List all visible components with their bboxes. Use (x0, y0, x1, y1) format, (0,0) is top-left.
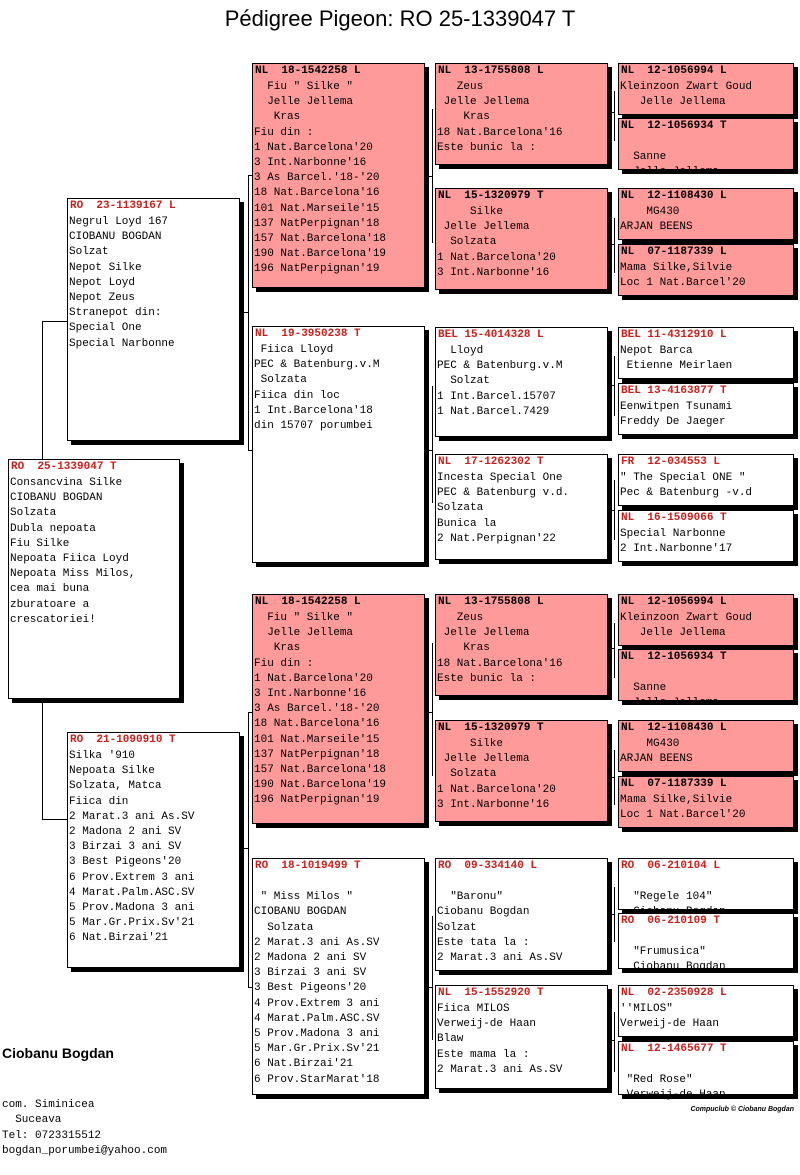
card-line: Loc 1 Nat.Barcel'20 (620, 809, 746, 822)
card-line: Sanne (620, 151, 667, 164)
card-line: bogdan_porumbei@yahoo.com (2, 1145, 168, 1157)
card-line: 1 Nat.Barcelona'20 (437, 251, 556, 264)
connector (608, 777, 615, 778)
connector (608, 914, 615, 915)
ring-number: BEL 15-4014328 L (438, 329, 544, 341)
card-body (9, 476, 179, 628)
card-body (619, 205, 793, 235)
card-body (68, 749, 239, 947)
card-body (619, 135, 793, 181)
card-line: PEC & Batenburg.v.M (254, 359, 380, 372)
ring-number: NL 07-1187339 L (621, 246, 727, 258)
card-line: Bunica la (437, 517, 497, 530)
card-line: "Baronu" (437, 891, 504, 904)
card-body (436, 344, 607, 420)
card-body (436, 1002, 607, 1078)
card-line: Solzata, Matca (69, 780, 162, 793)
card-line: Solzata (437, 768, 497, 781)
card-line: 1 Int.Barcelona'18 (254, 404, 373, 417)
card-line: Ciobanu Bogdan (620, 961, 726, 974)
card-line: Fiica MILOS (437, 1003, 510, 1015)
ring-number: NL 15-1320979 T (438, 722, 544, 734)
connector (608, 385, 615, 386)
connector (614, 1012, 615, 1072)
sire-sire-card (252, 63, 425, 288)
ring-number: NL 07-1187339 L (621, 778, 727, 790)
card-line: 3 Int.Narbonne'16 (437, 266, 550, 279)
card-line: 4 Marat.Palm.ASC.SV (254, 1012, 380, 1025)
card-line: Fiica din loc (254, 389, 340, 402)
card-line: 157 Nat.Barcelona'18 (254, 764, 387, 777)
card-line: 2 Nat.Perpignan'22 (437, 532, 556, 545)
card-line: Solzata (10, 507, 57, 520)
sdsd-card (618, 383, 794, 435)
card-line: Verweij-de Haan (437, 1018, 537, 1031)
card-line: Jelle Jellema (620, 697, 720, 710)
card-line: 18 Nat.Barcelona'16 (437, 126, 563, 139)
card-body (619, 80, 793, 110)
dsd-card (435, 720, 608, 822)
ssds-card (618, 188, 794, 240)
connector (425, 450, 433, 451)
card-line: Nepot Barca (620, 345, 693, 357)
card-line: 5 Prov.Madona 3 ani (69, 902, 195, 915)
sire-card (67, 198, 240, 441)
card-body (436, 80, 607, 156)
card-line: 2 Madona 2 ani SV (254, 952, 367, 965)
card-line (253, 875, 424, 890)
card-line: Solzata (437, 502, 484, 515)
card-line: 18 Nat.Barcelona'16 (437, 657, 563, 670)
dsds-card (618, 720, 794, 772)
connector (608, 112, 615, 113)
card-line: Este bunic la : (437, 672, 537, 685)
ring-number: BEL 13-4163877 T (621, 385, 727, 397)
ssss-card (618, 63, 794, 115)
footer-credit: Compuclub © Ciobanu Bogdan (690, 1106, 794, 1113)
card-line (619, 875, 793, 890)
breeder-name: Ciobanu Bogdan (2, 1045, 114, 1061)
card-line: Nepot Zeus (69, 292, 136, 305)
dssd-card (618, 649, 794, 710)
card-line: Fiu " Silke " (254, 612, 354, 624)
card-line: Consancvina Silke (10, 477, 123, 489)
card-line: Jelle Jellema (437, 753, 530, 766)
dds-card (435, 858, 608, 971)
connector (240, 848, 249, 849)
card-line: 1 Nat.Barcelona'20 (254, 141, 373, 154)
card-line: 101 Nat.Marseile'15 (254, 733, 380, 746)
card-line: Freddy De Jaeger (620, 416, 726, 429)
ring-number: NL 02-2350928 L (621, 987, 727, 999)
card-line: 6 Prov.Extrem 3 ani (69, 871, 195, 884)
card-line: 4 Prov.Extrem 3 ani (254, 997, 380, 1010)
ring-number: NL 12-1108430 L (621, 722, 727, 734)
connector (42, 321, 43, 460)
card-line: 3 As Barcel.'18-'20 (254, 172, 380, 185)
card-line: ''MILOS" (620, 1003, 673, 1015)
card-line: Fiu Silke (10, 537, 70, 550)
ddd-card (435, 985, 608, 1089)
card-body (436, 471, 607, 547)
card-body (619, 666, 793, 712)
connector (425, 176, 433, 177)
card-line: Solzat (69, 246, 109, 259)
card-line: PEC & Batenburg.v.M (437, 360, 563, 373)
card-line: "Regele 104" (620, 891, 713, 904)
card-line: Incesta Special One (437, 472, 563, 484)
card-line: 196 NatPerpignan'19 (254, 794, 380, 807)
card-line: Sanne (620, 682, 667, 695)
card-body (619, 471, 793, 501)
card-line: 4 Marat.Palm.ASC.SV (69, 886, 195, 899)
ddss-card (618, 858, 794, 910)
card-line: Verweij-de Haan (620, 1089, 726, 1102)
card-body (619, 527, 793, 557)
card-line: ARJAN BEENS (620, 753, 693, 766)
card-line: 6 Prov.StarMarat'18 (254, 1073, 380, 1086)
card-line: Nepoata Silke (69, 765, 155, 778)
card-line: CIOBANU BOGDAN (10, 492, 103, 505)
card-line: zburatoare a (10, 598, 90, 611)
card-line (436, 875, 607, 890)
connector (614, 623, 615, 678)
ring-number: RO 25-1339047 T (11, 461, 117, 473)
card-line (619, 1058, 793, 1073)
connector (608, 1040, 615, 1041)
card-line: Zeus (437, 612, 484, 624)
card-line: 3 As Barcel.'18-'20 (254, 703, 380, 716)
card-line: 5 Mar.Gr.Prix.Sv'21 (69, 917, 195, 930)
card-line: 1 Nat.Barcelona'20 (437, 783, 556, 796)
card-line: Jelle Jellema (254, 96, 354, 109)
card-line: Special Narbonne (69, 337, 175, 350)
card-line: Jelle Jellema (437, 221, 530, 234)
card-body (619, 344, 793, 374)
card-line: 3 Best Pigeons'20 (69, 856, 182, 869)
card-line: Fiu " Silke " (254, 81, 354, 93)
card-body (619, 1058, 793, 1104)
card-line (619, 666, 793, 681)
card-body (619, 611, 793, 641)
dam-sire-card (252, 594, 425, 824)
card-line: din 15707 porumbei (254, 420, 373, 433)
connector (432, 643, 433, 776)
card-body (619, 1002, 793, 1032)
card-line: 3 Best Pigeons'20 (254, 982, 367, 995)
ddsd-card (618, 913, 794, 974)
ring-number: RO 23-1139167 L (70, 200, 176, 212)
card-line: "Frumusica" (620, 946, 706, 959)
dam-card (67, 732, 240, 968)
ring-number: NL 12-1056934 T (621, 651, 727, 663)
card-line: Verweij-de Haan (620, 1018, 720, 1031)
card-line (619, 135, 793, 150)
card-line: ARJAN BEENS (620, 221, 693, 234)
card-body (619, 737, 793, 767)
card-line: 190 Nat.Barcelona'19 (254, 779, 387, 792)
card-body (253, 80, 424, 278)
card-line: 2 Marat.3 ani As.SV (437, 1063, 563, 1076)
page-title: Pédigree Pigeon: RO 25-1339047 T (224, 6, 576, 31)
card-line: Jelle Jellema (620, 166, 720, 179)
ring-number: NL 19-3950238 T (255, 328, 361, 340)
dddd-card (618, 1041, 794, 1102)
ring-number: NL 17-1262302 T (438, 456, 544, 468)
ring-number: NL 12-1056994 L (621, 65, 727, 77)
sire-dam-card (252, 326, 425, 563)
card-line: Solzata (437, 236, 497, 249)
connector (614, 356, 615, 416)
card-line: 18 Nat.Barcelona'16 (254, 187, 380, 200)
card-body (436, 611, 607, 687)
card-body (253, 611, 424, 809)
card-line: Dubla nepoata (10, 522, 96, 535)
connector (240, 312, 249, 313)
card-line: Jelle Jellema (437, 627, 530, 640)
card-line: 5 Mar.Gr.Prix.Sv'21 (254, 1043, 380, 1056)
sdds-card (618, 454, 794, 506)
card-line: Fiica Lloyd (254, 344, 334, 356)
card-body (619, 793, 793, 823)
card-line: Jelle Jellema (620, 627, 726, 640)
card-line: 1 Nat.Barcelona'20 (254, 672, 373, 685)
sss-card (435, 63, 608, 165)
connector (425, 712, 433, 713)
card-line: CIOBANU BOGDAN (254, 906, 347, 919)
card-line: 2 Marat.3 ani As.SV (437, 952, 563, 965)
card-line: Kleinzoon Zwart Goud (620, 81, 753, 93)
card-line: PEC & Batenburg v.d. (437, 487, 570, 500)
card-line: Solzata (254, 374, 307, 387)
connector (42, 321, 68, 322)
card-line: Silke (437, 206, 504, 218)
card-line: 18 Nat.Barcelona'16 (254, 718, 380, 731)
card-line: Fiu din : (254, 126, 314, 139)
sddd-card (618, 510, 794, 562)
card-line: Nepoata Fiica Loyd (10, 553, 129, 566)
card-body (253, 343, 424, 434)
card-line: com. Siminicea (2, 1098, 95, 1111)
card-line: Kras (254, 642, 301, 655)
card-line: 2 Marat.3 ani As.SV (69, 810, 195, 823)
breeder-info (2, 1015, 167, 1175)
card-line: Special Narbonne (620, 528, 726, 540)
card-body (436, 205, 607, 281)
card-line: Stranepot din: (69, 307, 162, 320)
card-line: "Red Rose" (620, 1074, 693, 1087)
card-line: " The Special ONE " (620, 472, 746, 484)
card-line: Pec & Batenburg -v.d (620, 487, 753, 500)
connector (42, 819, 68, 820)
ring-number: NL 12-1056934 T (621, 120, 727, 132)
card-line: 2 Int.Narbonne'17 (620, 543, 733, 556)
ring-number: NL 18-1542258 L (255, 65, 361, 77)
connector (608, 648, 615, 649)
card-line: " Miss Milos " (254, 891, 354, 904)
ring-number: FR 12-034553 L (621, 456, 721, 468)
card-line: Este bunic la : (437, 141, 537, 154)
breeder-details (2, 1098, 167, 1160)
card-line: Este tata la : (437, 936, 530, 949)
card-line: 196 NatPerpignan'19 (254, 263, 380, 276)
card-line: Solzat (437, 921, 477, 934)
card-line: cea mai buna (10, 583, 90, 596)
dss-card (435, 594, 608, 696)
card-line: 3 Int.Narbonne'16 (254, 157, 367, 170)
card-line: Kleinzoon Zwart Goud (620, 612, 753, 624)
connector (608, 510, 615, 511)
dsdd-card (618, 776, 794, 828)
card-line: Fiu din : (254, 657, 314, 670)
card-line: Silke (437, 738, 504, 750)
ring-number: NL 13-1755808 L (438, 596, 544, 608)
card-body (68, 215, 239, 352)
card-line: 190 Nat.Barcelona'19 (254, 248, 387, 261)
card-line: crescatoriei! (10, 613, 96, 626)
card-line: 2 Marat.3 ani As.SV (254, 936, 380, 949)
card-line: Etienne Meirlaen (620, 360, 733, 373)
card-line: Tel: 0723315512 (2, 1129, 102, 1142)
card-line: Nepot Loyd (69, 276, 136, 289)
card-body (436, 875, 607, 966)
card-line: Jelle Jellema (620, 96, 726, 109)
card-line: 6 Nat.Birzai'21 (69, 932, 169, 945)
card-line: Suceava (2, 1114, 62, 1126)
card-line: Negrul Loyd 167 (69, 216, 169, 228)
card-line: Nepot Silke (69, 261, 142, 274)
card-line: 1 Int.Barcel.15707 (437, 390, 556, 403)
card-line: Jelle Jellema (254, 627, 354, 640)
card-line: 1 Nat.Barcel.7429 (437, 405, 550, 418)
ring-number: RO 06-210104 L (621, 860, 721, 872)
card-body (619, 930, 793, 976)
connector (248, 712, 249, 987)
card-line: Lloyd (437, 345, 484, 357)
card-line: Kras (437, 111, 490, 124)
card-line: 3 Birzai 3 ani SV (69, 841, 182, 854)
card-line: Kras (254, 111, 301, 124)
card-line: Este mama la : (437, 1048, 530, 1061)
subject-card (8, 459, 180, 699)
card-line: Blaw (437, 1033, 464, 1046)
sdss-card (618, 327, 794, 379)
ring-number: RO 18-1019499 T (255, 860, 361, 872)
card-line: 3 Birzai 3 ani SV (254, 967, 367, 980)
card-line: Loc 1 Nat.Barcel'20 (620, 277, 746, 290)
card-line: 157 Nat.Barcelona'18 (254, 233, 387, 246)
connector (42, 699, 43, 819)
connector (432, 916, 433, 1040)
ring-number: NL 13-1755808 L (438, 65, 544, 77)
card-body (436, 737, 607, 813)
connector (608, 244, 615, 245)
ring-number: NL 12-1056994 L (621, 596, 727, 608)
ring-number: NL 18-1542258 L (255, 596, 361, 608)
card-body (619, 400, 793, 430)
dam-dam-card (252, 858, 425, 1095)
card-line: Fiica din (69, 795, 129, 808)
ring-number: NL 12-1465677 T (621, 1043, 727, 1055)
card-line: 2 Madona 2 ani SV (69, 826, 182, 839)
card-body (253, 875, 424, 1088)
ssd-card (435, 188, 608, 290)
card-line: 101 Nat.Marseile'15 (254, 202, 380, 215)
card-line: 137 NatPerpignan'18 (254, 748, 380, 761)
card-line: Mama Silke,Silvie (620, 794, 733, 806)
card-line: Eenwitpen Tsunami (620, 401, 733, 413)
card-line: Silka '910 (69, 750, 136, 762)
card-line: Zeus (437, 81, 484, 93)
connector (614, 218, 615, 273)
dsss-card (618, 594, 794, 646)
card-line: 3 Int.Narbonne'16 (254, 688, 367, 701)
card-line: 5 Prov.Madona 3 ani (254, 1028, 380, 1041)
card-line: CIOBANU BOGDAN (69, 231, 162, 244)
card-line: Mama Silke,Silvie (620, 262, 733, 274)
card-body (619, 261, 793, 291)
connector (425, 987, 433, 988)
card-line: 137 NatPerpignan'18 (254, 217, 380, 230)
card-line: MG430 (620, 206, 680, 218)
ring-number: NL 15-1320979 T (438, 190, 544, 202)
card-line: Jelle Jellema (437, 96, 530, 109)
card-line (619, 930, 793, 945)
ddds-card (618, 985, 794, 1037)
card-line: Solzat (437, 375, 490, 388)
sssd-card (618, 118, 794, 179)
card-line: Solzata (254, 921, 314, 934)
ring-number: NL 15-1552920 T (438, 987, 544, 999)
card-line: MG430 (620, 738, 680, 750)
card-line: Kras (437, 642, 490, 655)
ring-number: NL 16-1509066 T (621, 512, 727, 524)
sds-card (435, 327, 608, 437)
ring-number: RO 06-210109 T (621, 915, 721, 927)
card-line: Special One (69, 322, 142, 335)
connector (432, 386, 433, 503)
connector (614, 91, 615, 141)
card-line: Nepoata Miss Milos, (10, 568, 136, 581)
ring-number: RO 21-1090910 T (70, 734, 176, 746)
ssdd-card (618, 244, 794, 296)
card-line: 6 Nat.Birzai'21 (254, 1058, 354, 1071)
ring-number: RO 09-334140 L (438, 860, 538, 872)
ring-number: NL 12-1108430 L (621, 190, 727, 202)
ring-number: BEL 11-4312910 L (621, 329, 727, 341)
card-line: Ciobanu Bogdan (437, 906, 530, 919)
sdd-card (435, 454, 608, 560)
card-line: 3 Int.Narbonne'16 (437, 798, 550, 811)
